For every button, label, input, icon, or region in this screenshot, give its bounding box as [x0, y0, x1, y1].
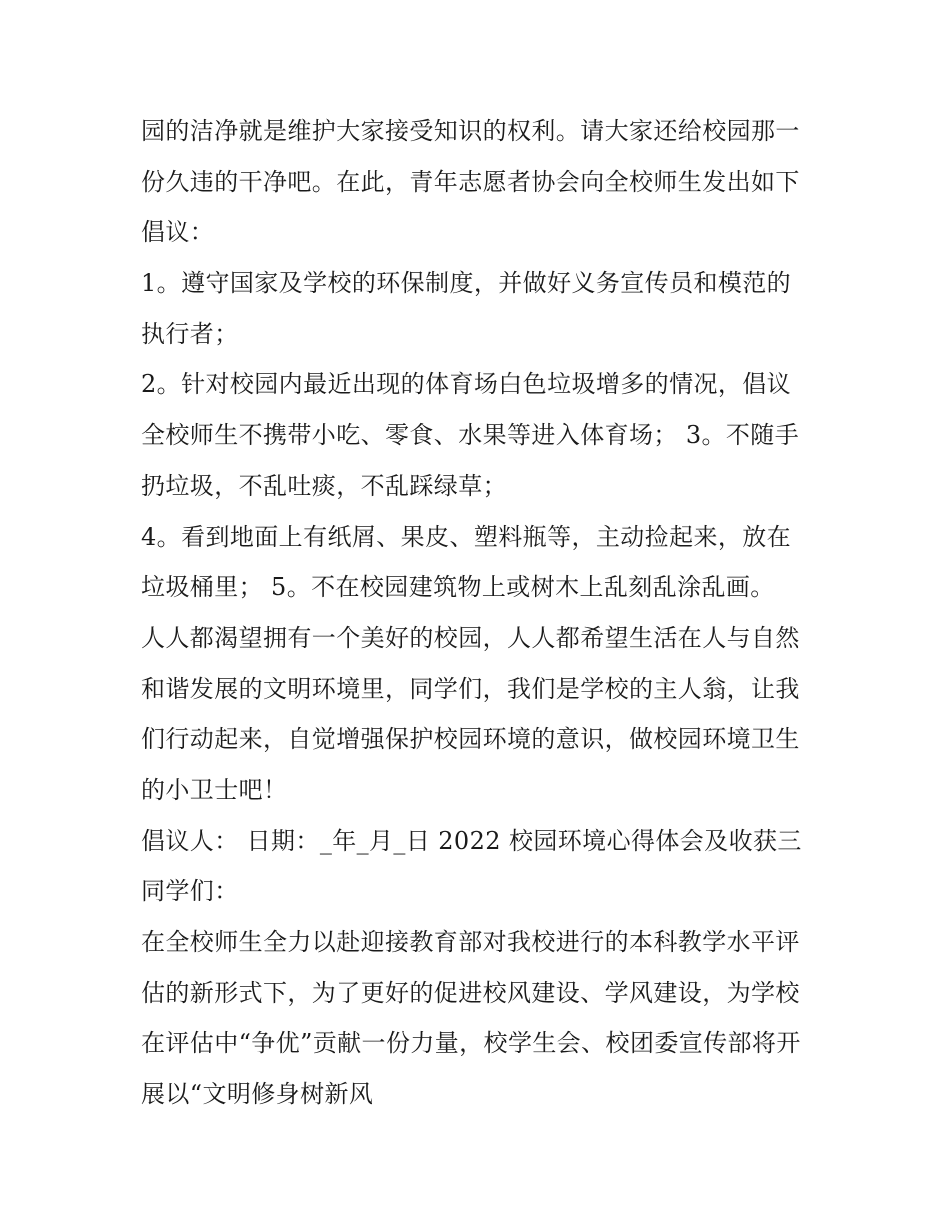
text-line: 倡议：: [141, 218, 215, 247]
text-line: 2。针对校园内最近出现的体育场白色垃圾增多的情况，倡议: [141, 370, 792, 399]
text-line: 展以“文明修身树新风: [141, 1080, 374, 1109]
text-line: 同学们：: [141, 877, 239, 906]
text-line: 估的新形式下，为了更好的促进校风建设、学风建设，为学校: [141, 978, 800, 1007]
text-line: 执行者；: [141, 319, 239, 348]
text-line: 1。遵守国家及学校的环保制度，并做好义务宣传员和模范的: [141, 269, 792, 298]
text-line: 4。看到地面上有纸屑、果皮、塑料瓶等，主动捡起来，放在: [141, 522, 792, 551]
document-body: [141, 106, 821, 1120]
text-line: 全校师生不携带小吃、零食、水果等进入体育场； 3。不随手: [141, 421, 800, 450]
text-line: 份久违的干净吧。在此，青年志愿者协会向全校师生发出如下: [141, 167, 800, 196]
text-line: 在全校师生全力以赴迎接教育部对我校进行的本科教学水平评: [141, 928, 800, 956]
text-line: 和谐发展的文明环境里，同学们，我们是学校的主人翁，让我: [141, 674, 800, 703]
text-line: 扔垃圾，不乱吐痰，不乱踩绿草；: [141, 471, 507, 500]
text-line: 倡议人： 日期：_年_月_日 2022 校园环境心得体会及收获三: [141, 826, 802, 855]
text-line: 的小卫士吧！: [141, 775, 288, 804]
text-line: 园的洁净就是维护大家接受知识的权利。请大家还给校园那一: [141, 117, 800, 145]
text-line: 在评估中“争优”贡献一份力量，校学生会、校团委宣传部将开: [141, 1029, 801, 1058]
text-line: 垃圾桶里； 5。不在校园建筑物上或树木上乱刻乱涂乱画。: [141, 573, 775, 602]
text-line: 们行动起来，自觉增强保护校园环境的意识，做校园环境卫生: [141, 725, 800, 754]
text-line: 人人都渴望拥有一个美好的校园，人人都希望生活在人与自然: [141, 623, 800, 652]
